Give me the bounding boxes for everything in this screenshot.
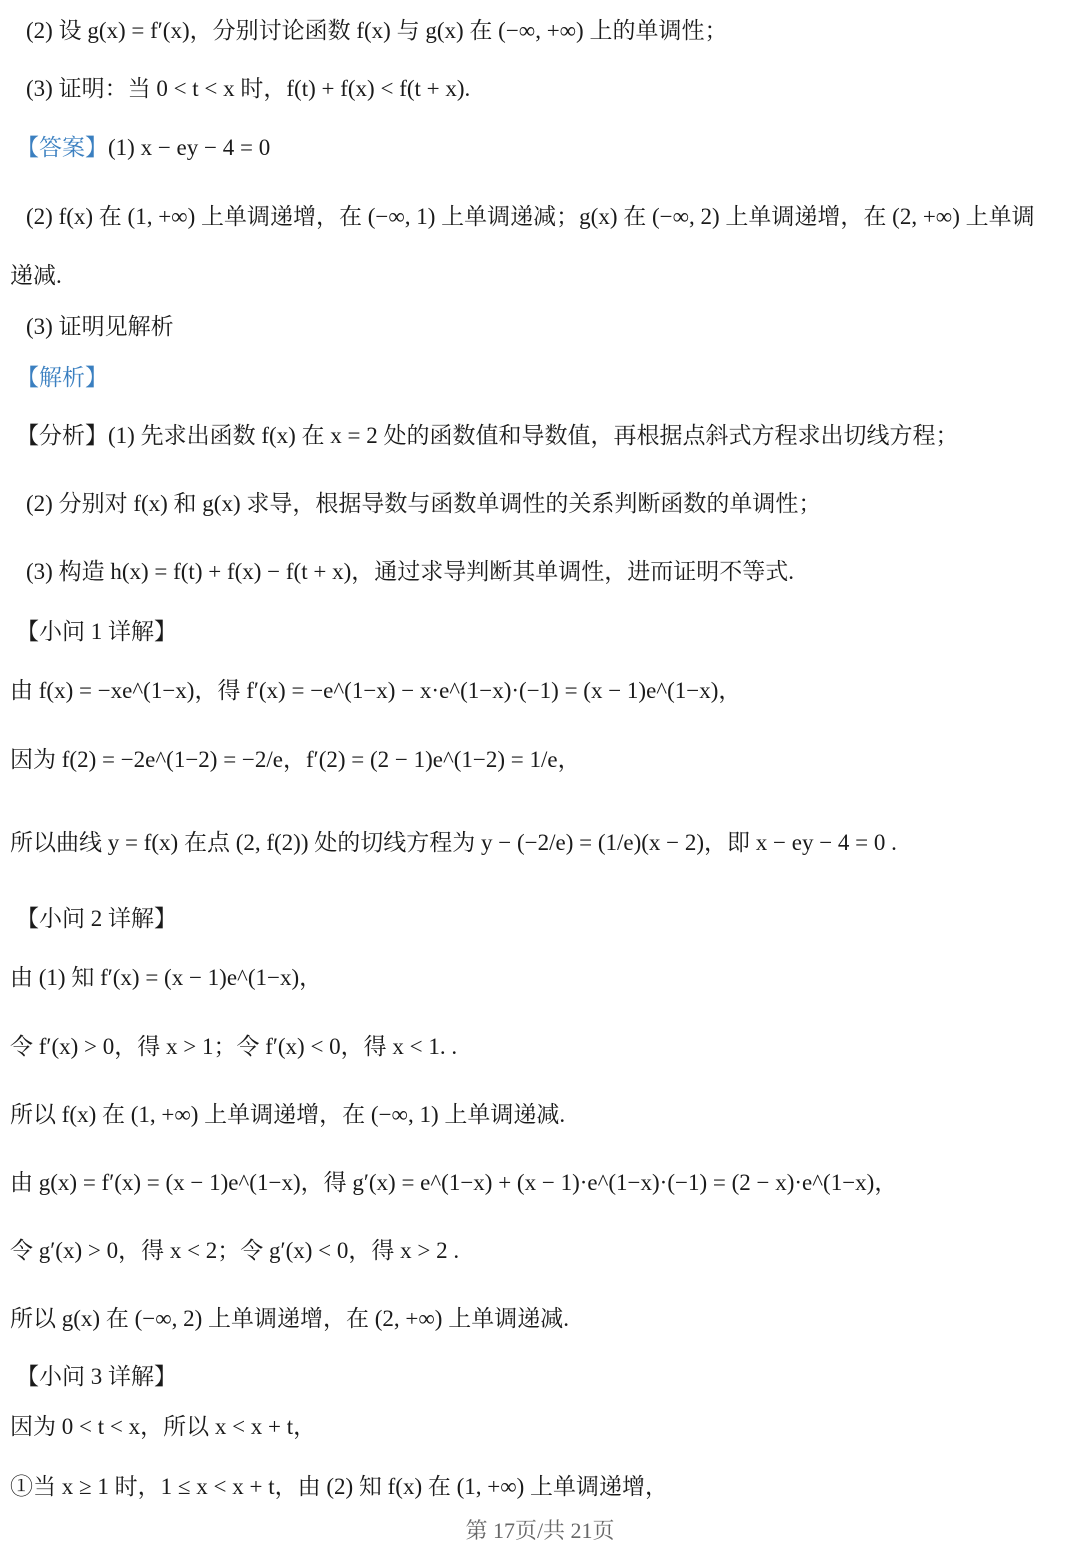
analysis-part-3: (3) 构造 h(x) = f(t) + f(x) − f(t + x)，通过求导判断其单调性，进而证明不等式. (26, 559, 794, 584)
solution-3-step-2: ①当 x ≥ 1 时，1 ≤ x < x + t，由 (2) 知 f(x) 在 (1, +∞) 上单调递增， (10, 1474, 669, 1499)
answer-label: 【答案】 (16, 135, 108, 160)
answer-section (16, 133, 270, 163)
solution-2-step-4: 由 g(x) = f′(x) = (x − 1)e^(1−x)，得 g′(x) = e^(1−x) + (x − 1)·e^(1−x)·(−1) = (2 − x)·e^(1−x)， (10, 1170, 898, 1195)
solution-2-step-6: 所以 g(x) 在 (−∞, 2) 上单调递增，在 (2, +∞) 上单调递减. (10, 1306, 569, 1331)
analysis-part-2: (2) 分别对 f(x) 和 g(x) 求导，根据导数与函数单调性的关系判断函数的单调性； (26, 491, 822, 516)
solution-3-step-1: 因为 0 < t < x，所以 x < x + t， (10, 1414, 317, 1439)
sub-question-1-heading: 【小问 1 详解】 (16, 619, 177, 644)
solution-1-step-1: 由 f(x) = −xe^(1−x)，得 f′(x) = −e^(1−x) − x·e^(1−x)·(−1) = (x − 1)e^(1−x)， (10, 678, 742, 703)
sub-question-3-heading: 【小问 3 详解】 (16, 1364, 177, 1389)
solution-1-step-2: 因为 f(2) = −2e^(1−2) = −2/e，f′(2) = (2 − 1)e^(1−2) = 1/e， (10, 747, 581, 772)
answer-part-2-continued: 递减. (10, 263, 62, 288)
sub-question-2-heading: 【小问 2 详解】 (16, 906, 177, 931)
solution-label: 【解析】 (16, 365, 108, 390)
question-part-2: (2) 设 g(x) = f′(x)，分别讨论函数 f(x) 与 g(x) 在 (−∞, +∞) 上的单调性； (26, 18, 728, 43)
answer-part-2: (2) f(x) 在 (1, +∞) 上单调递增，在 (−∞, 1) 上单调递减；g(x) 在 (−∞, 2) 上单调递增，在 (2, +∞) 上单调 (26, 204, 1035, 229)
solution-2-step-2: 令 f′(x) > 0，得 x > 1；令 f′(x) < 0，得 x < 1. . (10, 1034, 458, 1059)
question-part-3: (3) 证明：当 0 < t < x 时，f(t) + f(x) < f(t + x). (26, 76, 471, 101)
answer-part-3: (3) 证明见解析 (26, 314, 174, 339)
solution-2-step-3: 所以 f(x) 在 (1, +∞) 上单调递增，在 (−∞, 1) 上单调递减. (10, 1102, 566, 1127)
solution-2-step-5: 令 g′(x) > 0，得 x < 2；令 g′(x) < 0，得 x > 2 . (10, 1238, 460, 1263)
page-number-footer: 第 17页/共 21页 (465, 1518, 615, 1543)
analysis-part-1: 【分析】(1) 先求出函数 f(x) 在 x = 2 处的函数值和导数值，再根据点斜式方程求出切线方程； (16, 423, 959, 448)
solution-2-step-1: 由 (1) 知 f′(x) = (x − 1)e^(1−x)， (10, 965, 323, 990)
solution-1-step-3: 所以曲线 y = f(x) 在点 (2, f(2)) 处的切线方程为 y − (−2/e) = (1/e)(x − 2)，即 x − ey − 4 = 0 . (10, 830, 897, 855)
answer-part-1: (1) x − ey − 4 = 0 (108, 135, 271, 160)
